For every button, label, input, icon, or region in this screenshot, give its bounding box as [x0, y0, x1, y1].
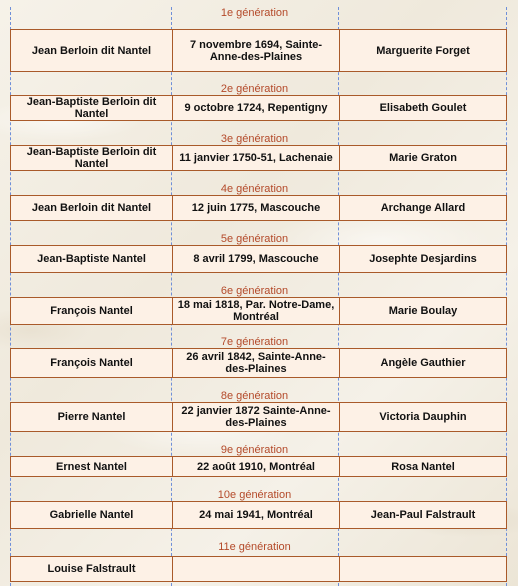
person-name: Pierre Nantel — [57, 411, 126, 423]
generation-row — [10, 145, 507, 171]
marriage-date-place: 11 janvier 1750-51, Lachenaie — [172, 146, 339, 170]
generation-row — [10, 195, 507, 221]
generation-label: 8e génération — [220, 390, 289, 402]
generation-label: 9e génération — [220, 444, 289, 456]
marriage-date-place: 12 juin 1775, Mascouche — [172, 196, 339, 220]
marriage-date-place: 22 janvier 1872 Sainte-Anne-des-Plaines — [172, 403, 339, 431]
generation-row — [10, 348, 507, 378]
person-name: Gabrielle Nantel — [49, 509, 134, 521]
generation-label: 10e génération — [217, 489, 292, 501]
spouse-name: Angèle Gauthier — [339, 349, 506, 377]
marriage-date-place: 8 avril 1799, Mascouche — [172, 246, 339, 272]
generation-row — [10, 297, 507, 325]
generation-label: 7e génération — [220, 336, 289, 348]
spouse-name: Archange Allard — [339, 196, 506, 220]
person-name: François Nantel — [50, 305, 133, 317]
generation-label: 5e génération — [220, 233, 289, 245]
marriage-date-place: 18 mai 1818, Par. Notre-Dame, Montréal — [172, 298, 339, 324]
generation-label: 6e génération — [220, 285, 289, 297]
person-name: Jean Berloin dit Nantel — [31, 202, 152, 214]
spouse-name: Elisabeth Goulet — [339, 96, 506, 120]
generation-label: 1e génération — [220, 7, 289, 19]
spouse-name: Marie Graton — [339, 146, 506, 170]
spouse-name: Marguerite Forget — [339, 30, 506, 71]
marriage-date-place: 22 août 1910, Montréal — [172, 457, 339, 476]
spouse-name — [339, 557, 506, 581]
generation-label: 3e génération — [220, 133, 289, 145]
genealogy-table — [10, 7, 507, 586]
generation-label: 11e génération — [218, 541, 291, 553]
spouse-name: Jean-Paul Falstrault — [339, 502, 506, 528]
generation-row — [10, 95, 507, 121]
marriage-date-place: 9 octobre 1724, Repentigny — [172, 96, 339, 120]
marriage-date-place — [172, 557, 339, 581]
spouse-name: Victoria Dauphin — [339, 403, 506, 431]
spouse-name: Rosa Nantel — [339, 457, 506, 476]
person-name: Jean-Baptiste Berloin dit Nantel — [26, 146, 157, 170]
person-name: Ernest Nantel — [56, 460, 127, 473]
person-name: Jean-Baptiste Nantel — [37, 253, 146, 265]
generation-row — [10, 556, 507, 582]
generation-row — [10, 402, 507, 432]
person-name: Jean-Baptiste Berloin dit Nantel — [26, 96, 157, 120]
marriage-date-place: 7 novembre 1694, Sainte-Anne-des-Plaines — [172, 30, 339, 71]
generation-label: 2e génération — [220, 83, 289, 95]
spouse-name: Josephte Desjardins — [339, 246, 506, 272]
marriage-date-place: 24 mai 1941, Montréal — [172, 502, 339, 528]
generation-row — [10, 456, 507, 477]
person-name: Jean Berloin dit Nantel — [31, 44, 152, 57]
spouse-name: Marie Boulay — [339, 298, 506, 324]
generation-row — [10, 501, 507, 529]
marriage-date-place: 26 avril 1842, Sainte-Anne-des-Plaines — [172, 349, 339, 377]
person-name: François Nantel — [50, 357, 133, 369]
generation-label: 4e génération — [220, 183, 289, 195]
generation-row — [10, 29, 507, 72]
generation-row — [10, 245, 507, 273]
person-name: Louise Falstrault — [47, 563, 136, 575]
